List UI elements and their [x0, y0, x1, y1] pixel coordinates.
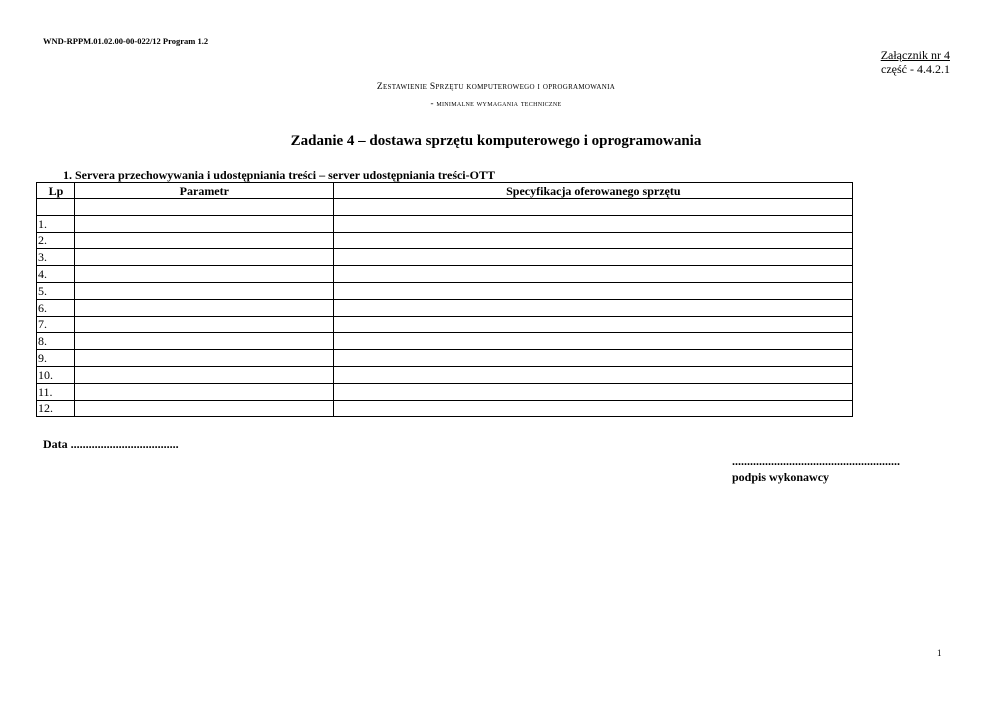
cell-parametr: [74, 383, 333, 400]
cell-specyfikacja: [333, 266, 852, 283]
col-header-lp: Lp: [37, 183, 75, 199]
cell-specyfikacja: [333, 199, 852, 216]
cell-specyfikacja: [333, 400, 852, 417]
document-title: Zestawienie Sprzętu komputerowego i oprogramowania: [376, 82, 616, 92]
cell-specyfikacja: [333, 232, 852, 249]
table-row: [37, 383, 853, 400]
table-row: [37, 266, 853, 283]
cell-parametr: [74, 282, 333, 299]
spec-table: [36, 182, 853, 417]
table-row: [37, 249, 853, 266]
cell-lp: 3.: [37, 249, 75, 266]
table-row: [37, 350, 853, 367]
table-body: [37, 199, 853, 417]
cell-lp: 5.: [37, 282, 75, 299]
cell-parametr: [74, 232, 333, 249]
table-row: [37, 316, 853, 333]
table-header-row: [37, 183, 853, 199]
annex-block: [881, 48, 950, 76]
cell-parametr: [74, 350, 333, 367]
cell-parametr: [74, 299, 333, 316]
cell-specyfikacja: [333, 282, 852, 299]
cell-lp: 10.: [37, 366, 75, 383]
cell-parametr: [74, 400, 333, 417]
cell-specyfikacja: [333, 366, 852, 383]
cell-specyfikacja: [333, 215, 852, 232]
cell-lp: 11.: [37, 383, 75, 400]
cell-parametr: [74, 366, 333, 383]
cell-lp: 9.: [37, 350, 75, 367]
table-row: [37, 282, 853, 299]
cell-lp: 1.: [37, 215, 75, 232]
table-row: [37, 333, 853, 350]
section-title: 1. Servera przechowywania i udostępniania treści – server udostępniania treści-OTT: [63, 168, 495, 182]
page-number: 1: [937, 648, 942, 658]
signature-line: ........................................................: [732, 454, 900, 468]
table-row: [37, 299, 853, 316]
table-row: [37, 366, 853, 383]
task-title: Zadanie 4 – dostawa sprzętu komputerowego i oprogramowania: [290, 133, 702, 149]
col-header-parametr: Parametr: [74, 183, 333, 199]
cell-parametr: [74, 316, 333, 333]
cell-parametr: [74, 199, 333, 216]
table-row: [37, 400, 853, 417]
cell-specyfikacja: [333, 299, 852, 316]
cell-specyfikacja: [333, 333, 852, 350]
cell-lp: 2.: [37, 232, 75, 249]
cell-parametr: [74, 215, 333, 232]
cell-lp: 8.: [37, 333, 75, 350]
cell-parametr: [74, 266, 333, 283]
cell-parametr: [74, 249, 333, 266]
annex-part: część - 4.4.2.1: [881, 62, 950, 76]
cell-specyfikacja: [333, 383, 852, 400]
cell-lp: 7.: [37, 316, 75, 333]
cell-parametr: [74, 333, 333, 350]
document-subtitle: - minimalne wymagania techniczne: [430, 98, 562, 108]
cell-lp: 4.: [37, 266, 75, 283]
cell-lp: 12.: [37, 400, 75, 417]
cell-specyfikacja: [333, 350, 852, 367]
date-field: Data ....................................: [43, 437, 179, 451]
cell-specyfikacja: [333, 316, 852, 333]
document-code: WND-RPPM.01.02.00-00-022/12 Program 1.2: [43, 36, 209, 46]
table-row: [37, 232, 853, 249]
table-row: [37, 215, 853, 232]
cell-lp: [37, 199, 75, 216]
signature-label: podpis wykonawcy: [732, 470, 830, 484]
cell-lp: 6.: [37, 299, 75, 316]
col-header-specyfikacja: Specyfikacja oferowanego sprzętu: [333, 183, 852, 199]
table-row: [37, 199, 853, 216]
cell-specyfikacja: [333, 249, 852, 266]
annex-title: Załącznik nr 4: [880, 48, 950, 62]
